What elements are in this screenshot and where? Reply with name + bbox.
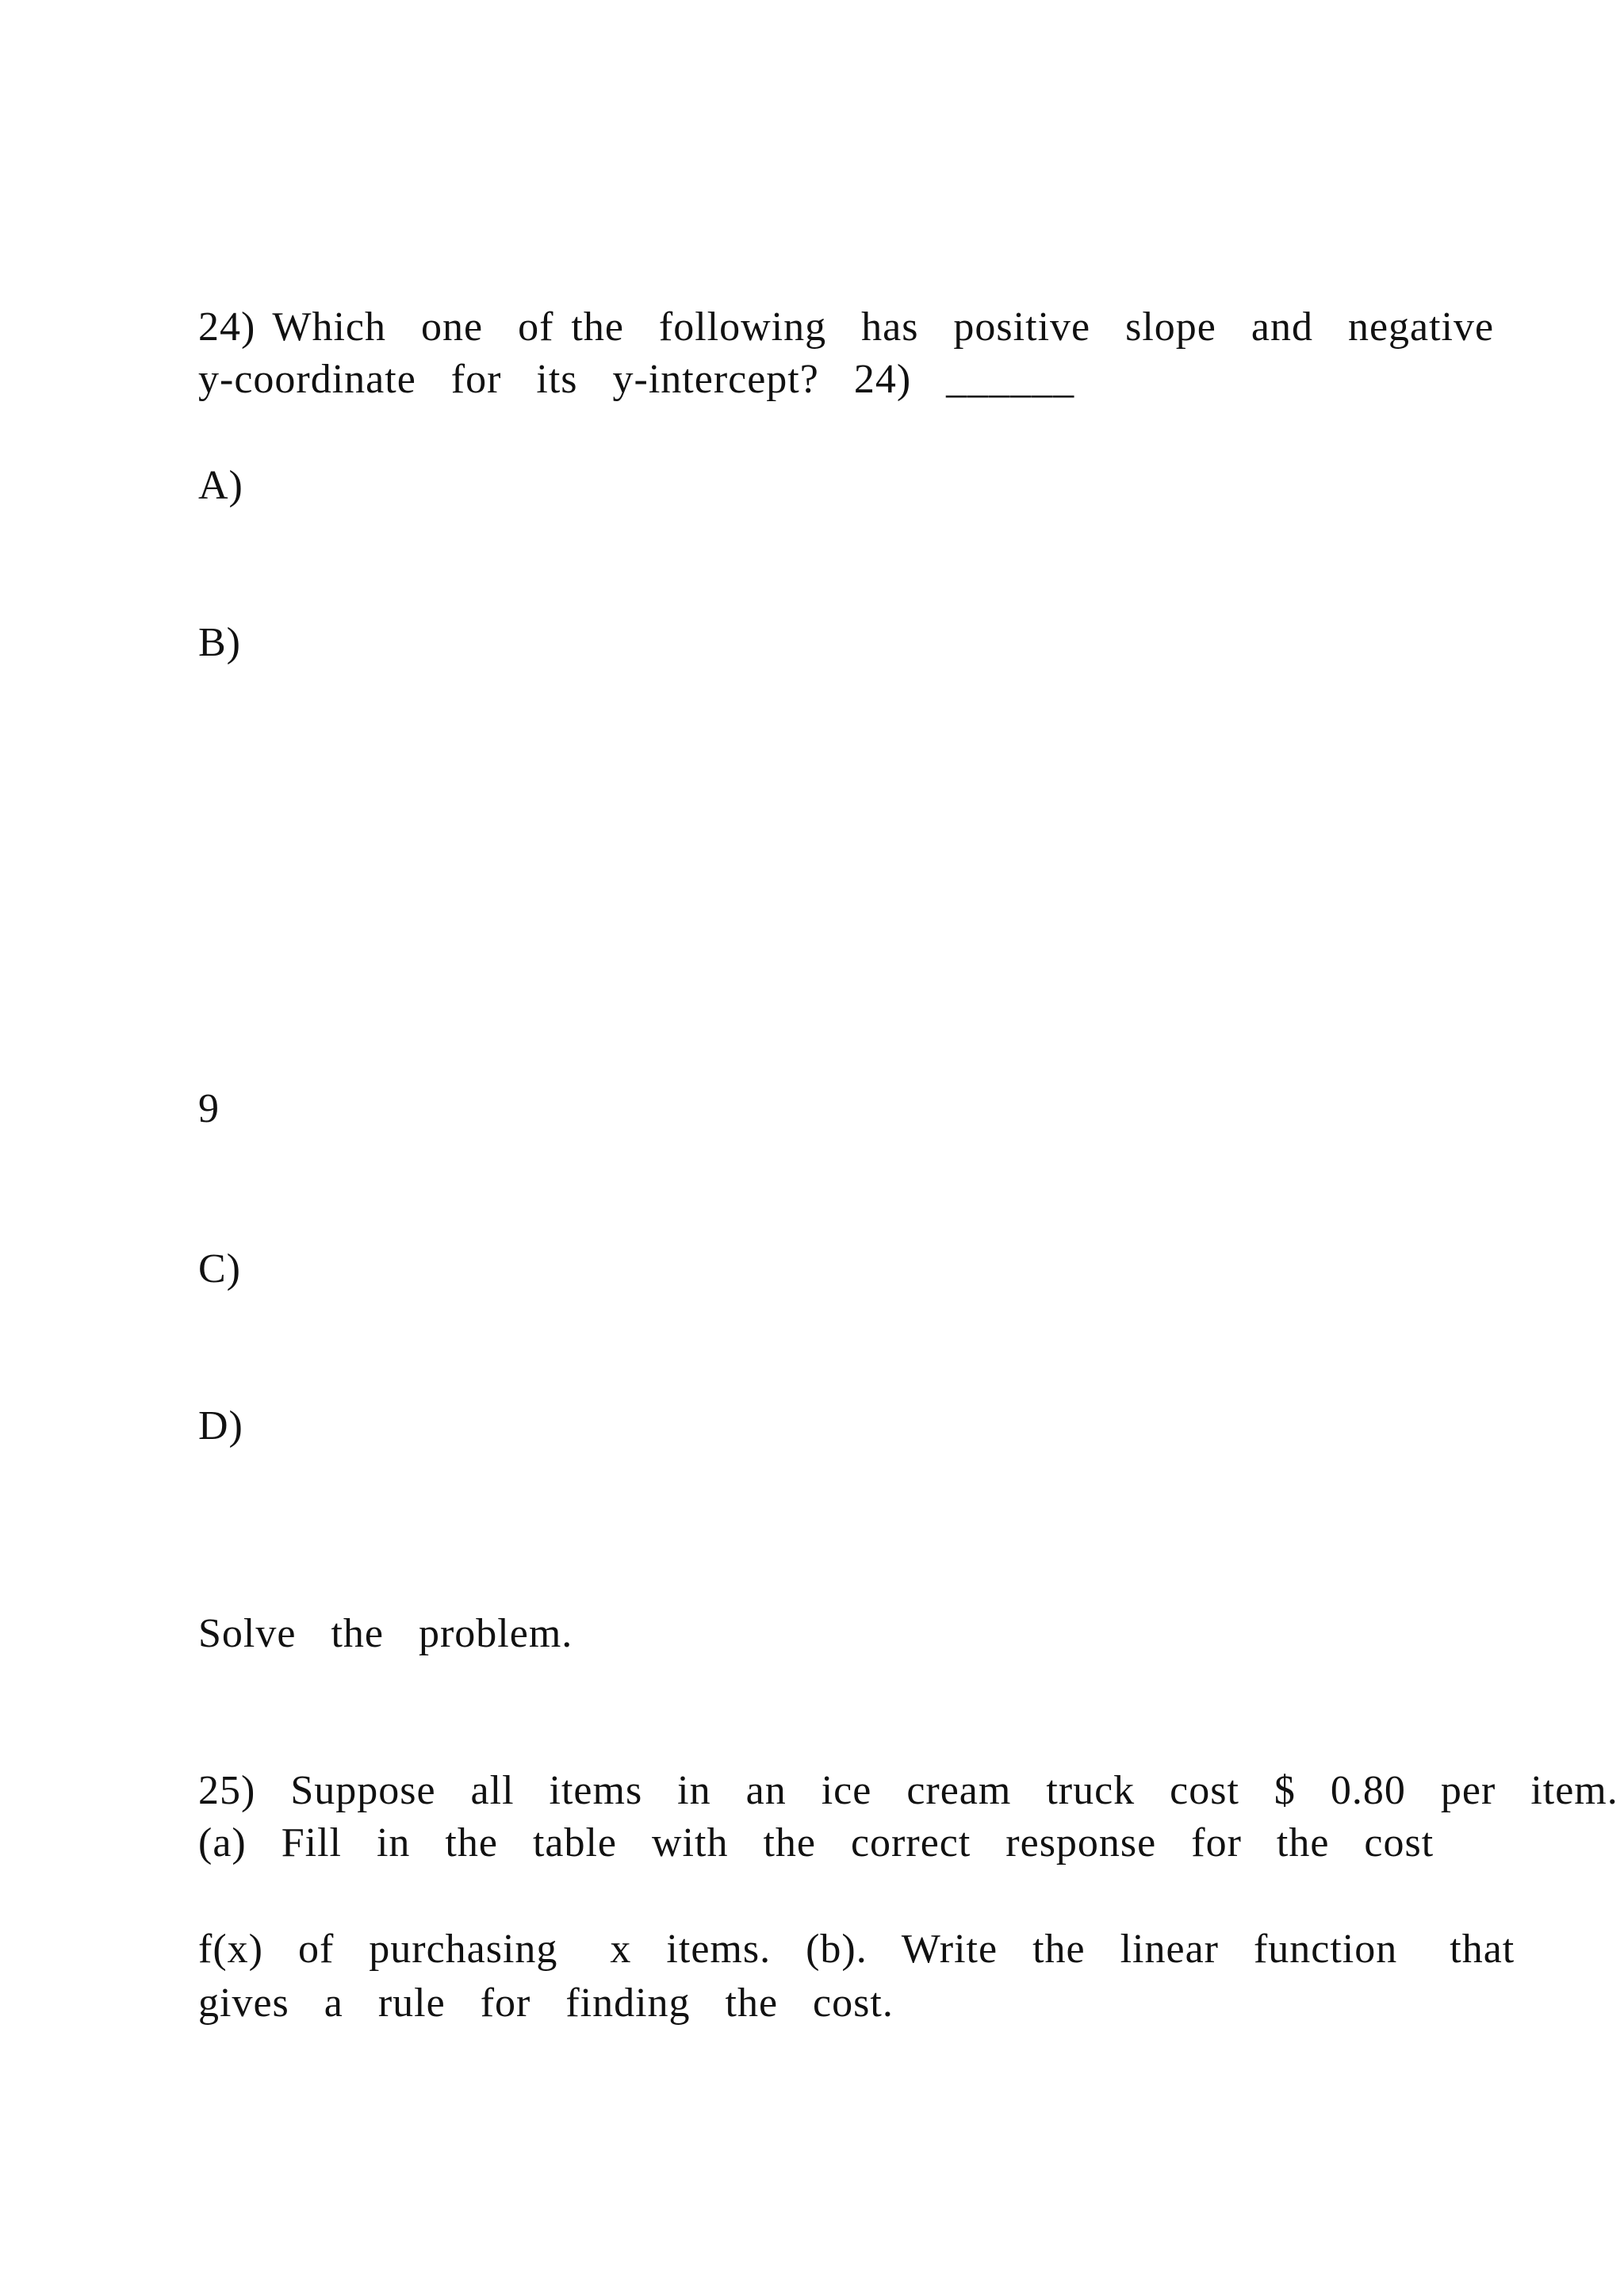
question-25-line-4: gives a rule for finding the cost. (198, 1980, 894, 2026)
page-number: 9 (198, 1086, 220, 1131)
option-d-label: D) (198, 1403, 243, 1448)
instruction-text: Solve the problem. (198, 1611, 573, 1656)
question-24-line-1: 24) Which one of the following has positive slope and negative (198, 304, 1495, 350)
option-b-label: B) (198, 620, 241, 665)
option-c-label: C) (198, 1246, 241, 1292)
question-25-line-1: 25) Suppose all items in an ice cream truck cost $ 0.80 per item. (198, 1768, 1618, 1813)
question-25-line-2: (a) Fill in the table with the correct response for the cost (198, 1820, 1434, 1866)
option-a-label: A) (198, 463, 243, 508)
question-25-line-3: f(x) of purchasing x items. (b). Write the linear function that (198, 1927, 1515, 1972)
question-24-line-2: y-coordinate for its y-intercept? 24) ______ (198, 357, 1075, 402)
